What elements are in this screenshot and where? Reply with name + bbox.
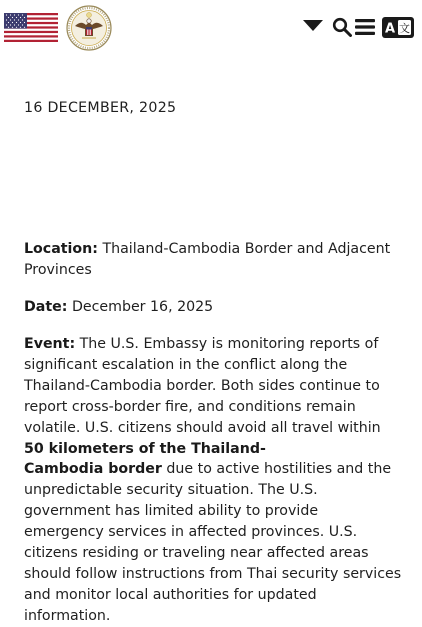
date-label: Date: — [24, 299, 68, 315]
event-paragraph — [24, 334, 402, 627]
search-icon[interactable] — [332, 17, 352, 37]
site-header — [0, 0, 422, 56]
location-label: Location: — [24, 241, 98, 257]
hamburger-menu-icon[interactable] — [355, 19, 375, 35]
event-bold-distance: 50 kilometers of the Thailand- — [24, 440, 266, 457]
caret-down-icon[interactable] — [303, 19, 323, 32]
date-text: December 16, 2025 — [67, 299, 214, 315]
translate-glyph-left: A — [384, 21, 396, 37]
embassy-seal-icon[interactable] — [66, 5, 112, 51]
event-bold-border: Cambodia border — [24, 461, 162, 478]
us-flag-icon[interactable] — [4, 13, 58, 42]
translate-icon[interactable] — [382, 17, 414, 38]
location-text: Thailand-Cambodia Border and Adjacent Provinces — [24, 241, 391, 278]
event-label: Event: — [24, 336, 76, 352]
article-date-heading: 16 DECEMBER, 2025 — [24, 100, 177, 116]
event-text-details: due to active hostilities and the unpredictable security situation. The U.S. government has limited ability to provide emergency services in affected provinces. U.S. citizens residing or traveling near affected areas should follow instructions from Thai security services and monitor local authorities for updated information. — [24, 461, 402, 624]
location-paragraph — [24, 239, 402, 281]
event-text-intro: The U.S. Embassy is monitoring reports of significant escalation in the conflict along the Thailand-Cambodia border. Both sides continue to report cross-border fire, and conditions remain volatile. U.S. citizens should avoid all travel within — [24, 336, 381, 436]
date-paragraph — [24, 297, 402, 318]
translate-glyph-right: 文 — [399, 22, 410, 35]
